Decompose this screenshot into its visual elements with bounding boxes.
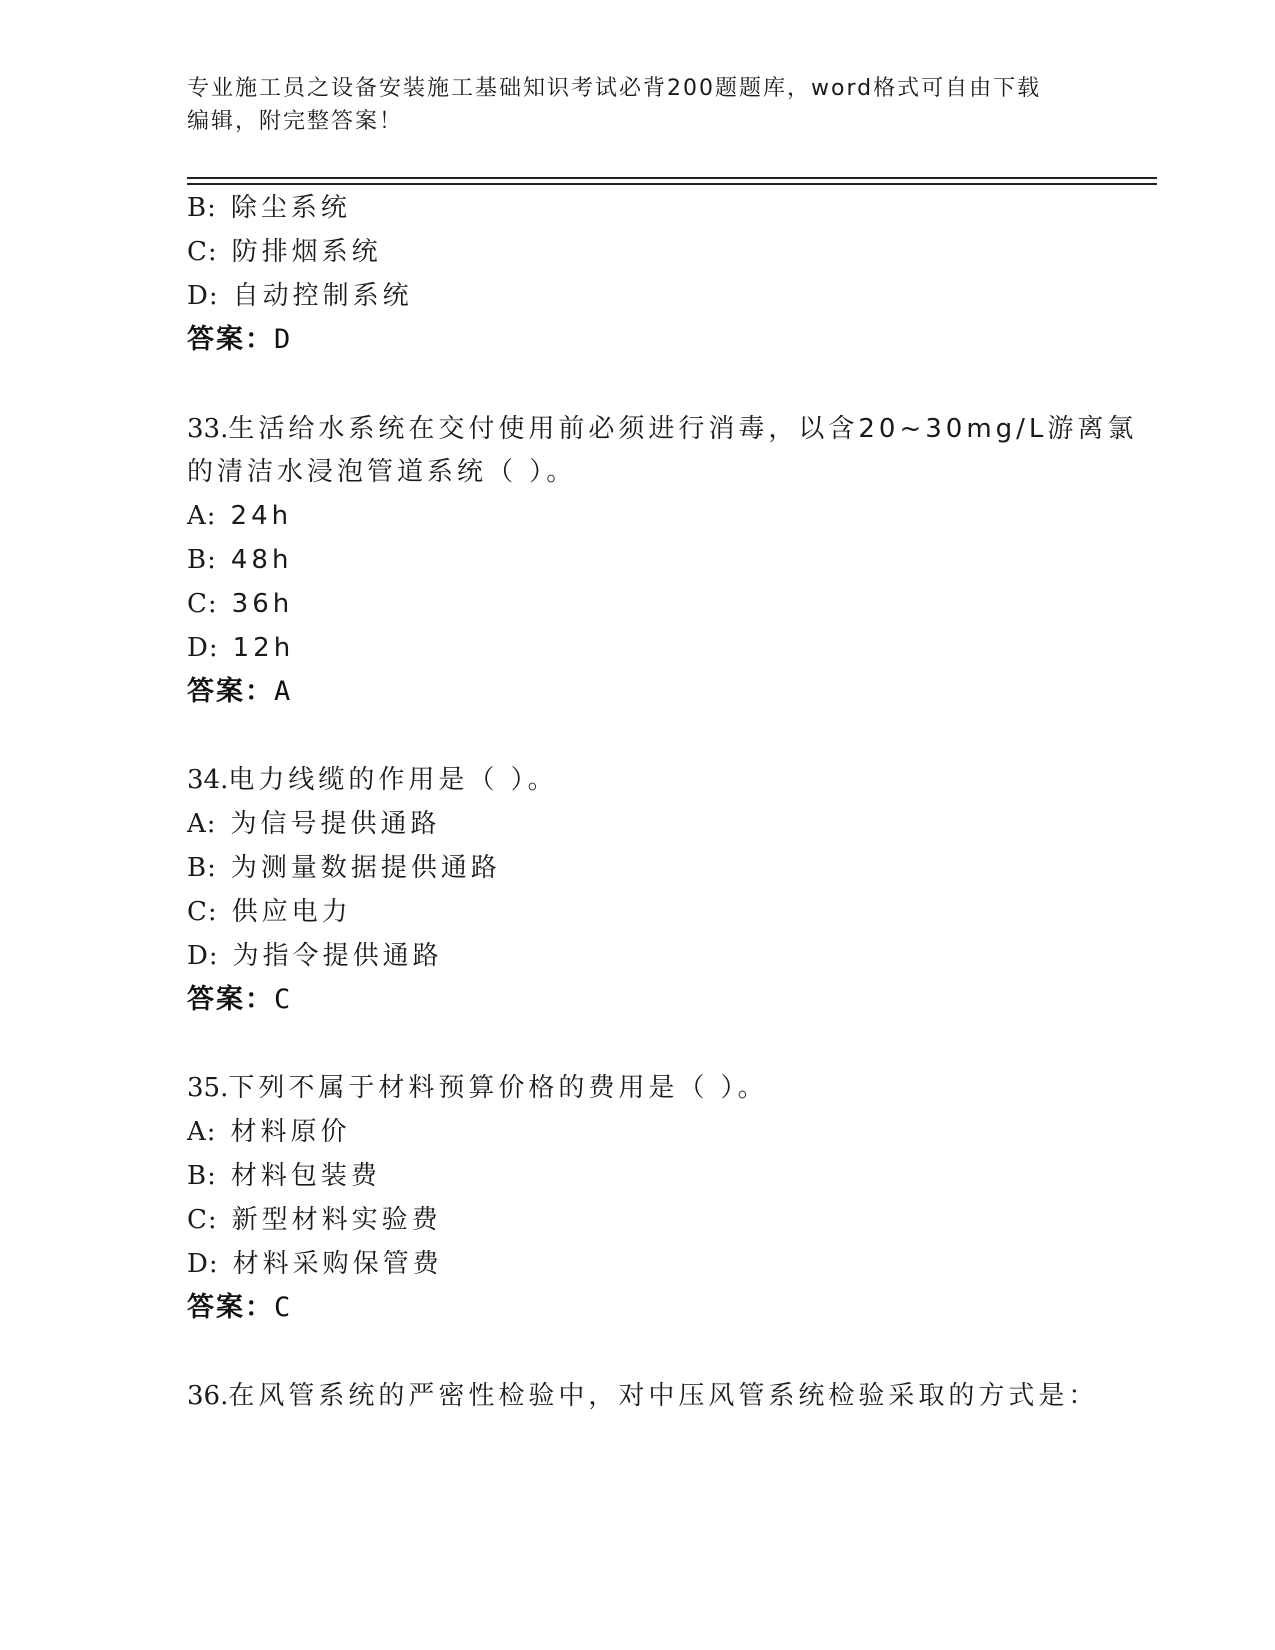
option-letter: D:	[187, 941, 219, 971]
option-text: 材料原价	[230, 1117, 351, 1147]
header-divider-bottom	[187, 183, 1157, 185]
option-letter: C:	[187, 237, 218, 267]
option-text: 自动控制系统	[232, 281, 413, 311]
question-text: 电力线缆的作用是（ ）。	[228, 765, 558, 795]
q34-option-a	[187, 807, 441, 841]
question-number: 36.	[187, 1381, 229, 1411]
q34-option-b	[187, 851, 501, 885]
option-text: 新型材料实验费	[231, 1205, 442, 1235]
answer-value: C	[274, 984, 291, 1015]
q35-option-a	[187, 1115, 351, 1149]
q34-option-c	[187, 895, 352, 929]
q35-option-b	[187, 1159, 381, 1193]
option-text: 材料采购保管费	[232, 1249, 443, 1279]
option-text: 供应电力	[231, 897, 352, 927]
option-text: 防排烟系统	[231, 237, 382, 267]
header-line-1: 专业施工员之设备安装施工基础知识考试必背200题题库，word格式可自由下载	[187, 76, 1042, 101]
q34-option-d	[187, 939, 443, 973]
q35-answer	[187, 1291, 290, 1325]
option-letter: A:	[187, 809, 217, 839]
q36-stem-line-1	[187, 1379, 1098, 1413]
q33-answer	[187, 675, 290, 709]
q32-option-d	[187, 279, 413, 313]
option-letter: B:	[187, 545, 217, 575]
option-text: 除尘系统	[230, 193, 351, 223]
q33-option-c	[187, 587, 293, 621]
option-letter: A:	[187, 501, 217, 531]
question-number: 33.	[187, 414, 229, 444]
q34-stem-line-1	[187, 763, 558, 797]
answer-value: A	[274, 676, 291, 707]
option-letter: B:	[187, 193, 217, 223]
q33-option-a	[187, 499, 292, 533]
document-header	[187, 72, 1087, 138]
option-text: 24h	[230, 501, 293, 531]
answer-value: C	[274, 1292, 291, 1323]
option-letter: D:	[187, 633, 219, 663]
q33-stem-line-1	[187, 412, 1137, 446]
answer-value: D	[274, 324, 291, 355]
header-line-2: 编辑，附完整答案！	[187, 109, 404, 134]
answer-label: 答案：	[187, 1292, 274, 1323]
option-text: 12h	[232, 633, 295, 663]
option-letter: B:	[187, 1161, 217, 1191]
header-divider-top	[187, 177, 1157, 179]
q33-option-d	[187, 631, 294, 665]
q34-answer	[187, 983, 290, 1017]
option-text: 为指令提供通路	[232, 941, 443, 971]
q33-stem-line-2: 的清洁水浸泡管道系统（ ）。	[187, 457, 577, 487]
option-text: 36h	[231, 589, 294, 619]
q32-option-c	[187, 235, 382, 269]
q35-option-c	[187, 1203, 442, 1237]
option-letter: C:	[187, 589, 218, 619]
question-text: 在风管系统的严密性检验中，对中压风管系统检验采取的方式是：	[228, 1381, 1099, 1411]
q35-stem-line-1	[187, 1071, 768, 1105]
q32-option-b	[187, 191, 351, 225]
question-number: 34.	[187, 765, 229, 795]
option-text: 材料包装费	[230, 1161, 381, 1191]
option-letter: C:	[187, 897, 218, 927]
q33-option-b	[187, 543, 292, 577]
q32-answer	[187, 323, 290, 357]
option-text: 为测量数据提供通路	[230, 853, 501, 883]
question-text: 生活给水系统在交付使用前必须进行消毒，以含20~30mg/L游离氯	[228, 414, 1138, 444]
q35-option-d	[187, 1247, 443, 1281]
option-letter: D:	[187, 281, 219, 311]
answer-label: 答案：	[187, 676, 274, 707]
option-letter: A:	[187, 1117, 217, 1147]
answer-label: 答案：	[187, 984, 274, 1015]
question-number: 35.	[187, 1073, 229, 1103]
question-text: 下列不属于材料预算价格的费用是（ ）。	[228, 1073, 768, 1103]
option-text: 48h	[230, 545, 293, 575]
option-letter: D:	[187, 1249, 219, 1279]
option-letter: C:	[187, 1205, 218, 1235]
option-text: 为信号提供通路	[230, 809, 441, 839]
option-letter: B:	[187, 853, 217, 883]
answer-label: 答案：	[187, 324, 274, 355]
